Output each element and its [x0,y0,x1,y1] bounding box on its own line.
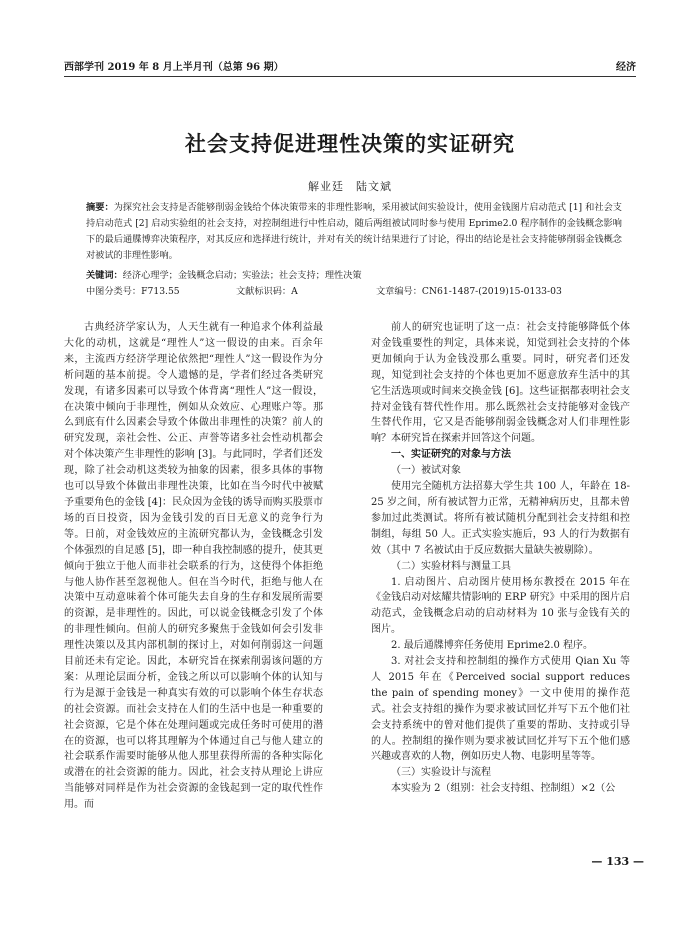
document-code: 文献标识码：A [236,286,298,297]
body-paragraph: 古典经济学家认为，人天生就有一种追求个体利益最大化的动机，这就是“理性人”这一假设的由来。百余年来，主流西方经济学理论依然把“理性人”这一假设作为分析问题的基本前提。令人遗憾的是，学者们经过各类研究发现，有诸多因素可以导致个体背离“理性人”这一假设，在决策中倾向于非理性，例如从众效应、心理账户等。那么到底有什么因素会导致个体做出非理性的决策？前人的研究发现，亲社会性、公正、声誉等诸多社会性动机都会对个体决策产生非理性的影响 [3]。与此同时，学者们还发现，除了社会动机这类较为抽象的因素，很多具体的事物也可以导致个体做出非理性决策，比如在当今时代中被赋予重要角色的金钱 [4]：民众因为金钱的诱导而购买股票市场的百日投资，因为金钱引发的百日无意义的竞争行为等。日前，对金钱效应的主流研究都认为，金钱概念引发个体强烈的自足感 [5]，即一种自我控制感的提升，使其更倾向于独立于他人而非社会联系的行为，这使得个体拒绝与他人协作甚至忽视他人。但在当今时代，拒绝与他人在决策中互动意味着个体可能失去自身的生存和发展所需要的资源，是非理性的。因此，可以说金钱概念引发了个体的非理性倾向。但前人的研究多聚焦于金钱如何会引发非理性决策以及其内部机制的探讨上，对如何削弱这一问题目前还未有定论。因此，本研究旨在探索削弱该问题的方案：从理论层面分析，金钱之所以可以影响个体的认知与行为是源于金钱是一种真实有效的可以影响个体生存状态的社会资源。而社会支持在人们的生活中也是一种重要的社会资源，它是个体在处理问题或完成任务时可使用的潜在的资源，也可以将其理解为个体通过自己与他人建立的社会联系作需要时能够从他人那里获得所需的各种实际化或潜在的社会资源的能力。因此，社会支持从理论上讲应当能够对同样是作为社会资源的金钱起到一定的取代性作用。而 [64,322,323,811]
body-paragraph: 前人的研究也证明了这一点：社会支持能够降低个体对金钱重要性的判定，具体来说，知觉到社会支持的个体更加倾向于认为金钱没那么重要。同时，研究者们还发现，知觉到社会支持的个体也更加不愿意放弃生活中的其它生活选项或时间来交换金钱 [6]。这些证据都表明社会支持对金钱有替代性作用。那么既然社会支持能够对金钱产生替代作用，它又是否能够削弱金钱概念对人们非理性影响？本研究旨在探索并回答这个问题。 [371,322,630,445]
subsection-heading: （一）被试对象 [391,465,461,477]
abstract-label: 摘要： [86,202,114,213]
authors: 解业廷 陆文斌 [308,180,392,193]
section-name: 经济 [616,62,636,73]
classification-line [86,284,622,300]
subsection-heading: （二）实验材料与测量工具 [391,560,511,572]
keywords [86,268,622,284]
page-number: — 133 — [591,855,644,868]
body-paragraph: 本实验为 2（组别：社会支持组、控制组）×2（公 [391,783,616,795]
left-column [64,320,323,813]
body-paragraph: 1. 启动图片、启动图片使用杨东教授在 2015 年在《金钱启动对炫耀共情影响的 ERP 研究》中采用的图片启动范式，金钱概念启动的启动材料为 10 张与金钱有关的图片。 [371,576,630,636]
abstract [86,200,622,264]
body-paragraph: 使用完全随机方法招募大学生共 100 人，年龄在 18-25 岁之间，所有被试智力正常，无精神病历史，且都未曾参加过此类测试。将所有被试随机分配到社会支持组和控制组，每组 50 人。正式实验实施后，93 人的行为数据有效（其中 7 名被试由于反应数据大量缺失被剔除）。 [371,481,630,556]
abstract-text: 为探究社会支持是否能够削弱金钱给个体决策带来的非理性影响，采用被试间实验设计，使用金钱图片启动范式 [1] 和社会支持启动范式 [2] 启动实验组的社会支持，对控制组进行中性启动，随后两组被试同时参与使用 Eprime2.0 程序制作的金钱概念影响下的最后通牒博弈决策程序，对其反应和选择进行统计，并对有关的统计结果进行了讨论，得出的结论是社会支持能够削弱金钱概念对被试的非理性影响。 [86,202,622,261]
keywords-text: 经济心理学；金钱概念启动；实验法；社会支持；理性决策 [122,270,362,281]
subsection-heading: （三）实验设计与流程 [391,767,491,779]
body-paragraph: 2. 最后通牒博弈任务使用 Eprime2.0 程序。 [391,640,594,652]
section-heading: 一、实证研究的对象与方法 [391,449,511,461]
body-paragraph: 3. 对社会支持和控制组的操作方式使用 Qian Xu 等人 2015 年在《Perceived social support reduces the pain of spending money》一文中使用的操作范式。社会支持组的操作为要求被试回忆并写下五个他们社会支持系统中的曾对他们提供了重要的帮助、支持或引导的人。控制组的操作则为要求被试回忆并写下五个他们感兴趣或喜欢的人物，例如历史人物、电影明星等等。 [371,656,630,763]
right-column [371,320,630,797]
journal-name: 西部学刊 2019 年 8 月上半月刊（总第 96 期） [64,62,284,73]
article-number: 文章编号：CN61-1487-(2019)15-0133-03 [376,286,562,297]
running-header [64,54,636,77]
keywords-label: 关键词： [86,270,123,281]
paper-title: 社会支持促进理性决策的实证研究 [185,131,515,156]
clc-number: 中图分类号：F713.55 [86,286,180,297]
